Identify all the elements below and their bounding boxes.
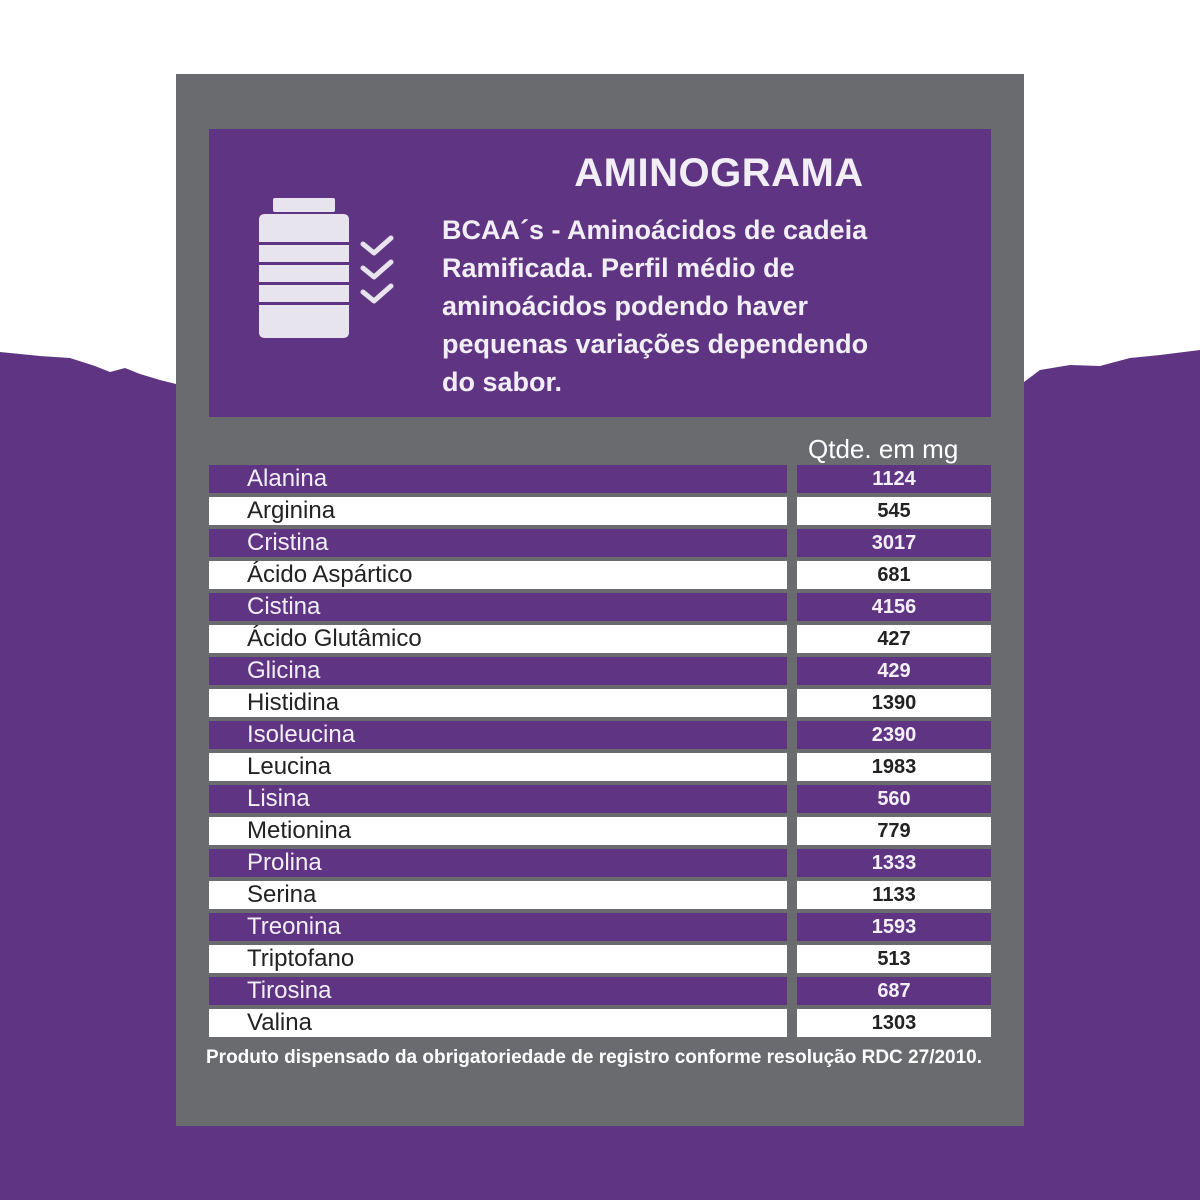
table-row	[209, 913, 991, 945]
amino-acid-name: Arginina	[209, 497, 787, 525]
amino-acid-quantity: 427	[797, 625, 991, 653]
table-row	[209, 945, 991, 977]
table-row	[209, 977, 991, 1009]
quantity-column-header: Qtde. em mg	[808, 434, 959, 464]
amino-acid-quantity: 429	[797, 657, 991, 685]
amino-acid-name: Isoleucina	[209, 721, 787, 749]
amino-acid-name: Lisina	[209, 785, 787, 813]
table-row	[209, 881, 991, 913]
amino-acid-name: Prolina	[209, 849, 787, 877]
table-row	[209, 561, 991, 593]
description-text: BCAA´s - Aminoácidos de cadeia Ramificada. Perfil médio de aminoácidos podendo haver pequenas variações dependendo do sabor.	[442, 215, 869, 397]
amino-acid-quantity: 687	[797, 977, 991, 1005]
amino-acid-quantity: 1390	[797, 689, 991, 717]
amino-acid-name: Glicina	[209, 657, 787, 685]
amino-acid-quantity: 4156	[797, 593, 991, 621]
amino-acid-name: Cristina	[209, 529, 787, 557]
amino-acid-quantity: 3017	[797, 529, 991, 557]
header-box	[209, 129, 991, 417]
amino-acid-quantity: 1593	[797, 913, 991, 941]
table-row	[209, 849, 991, 881]
amino-acid-quantity: 545	[797, 497, 991, 525]
amino-acid-quantity: 513	[797, 945, 991, 973]
amino-acid-quantity: 1124	[797, 465, 991, 493]
amino-acid-quantity: 779	[797, 817, 991, 845]
page-title: AMINOGRAMA	[574, 151, 864, 195]
amino-acid-quantity: 1333	[797, 849, 991, 877]
table-row	[209, 497, 991, 529]
amino-acid-name: Leucina	[209, 753, 787, 781]
amino-acid-name: Tirosina	[209, 977, 787, 1005]
amino-acid-quantity: 1303	[797, 1009, 991, 1037]
table-row	[209, 817, 991, 849]
amino-acid-name: Valina	[209, 1009, 787, 1037]
amino-acid-name: Serina	[209, 881, 787, 909]
amino-acid-quantity: 1133	[797, 881, 991, 909]
amino-acid-quantity: 560	[797, 785, 991, 813]
table-row	[209, 657, 991, 689]
amino-acid-name: Cistina	[209, 593, 787, 621]
amino-acid-quantity: 2390	[797, 721, 991, 749]
table-row	[209, 721, 991, 753]
table-row	[209, 465, 991, 497]
amino-acid-quantity: 1983	[797, 753, 991, 781]
table-row	[209, 689, 991, 721]
amino-acid-name: Alanina	[209, 465, 787, 493]
table-row	[209, 529, 991, 561]
amino-acid-name: Histidina	[209, 689, 787, 717]
aminogram-panel	[176, 74, 1024, 1126]
amino-acid-name: Metionina	[209, 817, 787, 845]
amino-acid-name: Ácido Glutâmico	[209, 625, 787, 653]
amino-acid-table	[209, 465, 991, 1041]
amino-acid-name: Ácido Aspártico	[209, 561, 787, 589]
table-row	[209, 593, 991, 625]
regulatory-footnote: Produto dispensado da obrigatoriedade de registro conforme resolução RDC 27/2010.	[206, 1047, 983, 1068]
supplement-jar-checklist-icon	[247, 198, 407, 338]
table-row	[209, 1009, 991, 1041]
table-row	[209, 785, 991, 817]
table-row	[209, 753, 991, 785]
table-row	[209, 625, 991, 657]
amino-acid-name: Triptofano	[209, 945, 787, 973]
amino-acid-quantity: 681	[797, 561, 991, 589]
amino-acid-name: Treonina	[209, 913, 787, 941]
